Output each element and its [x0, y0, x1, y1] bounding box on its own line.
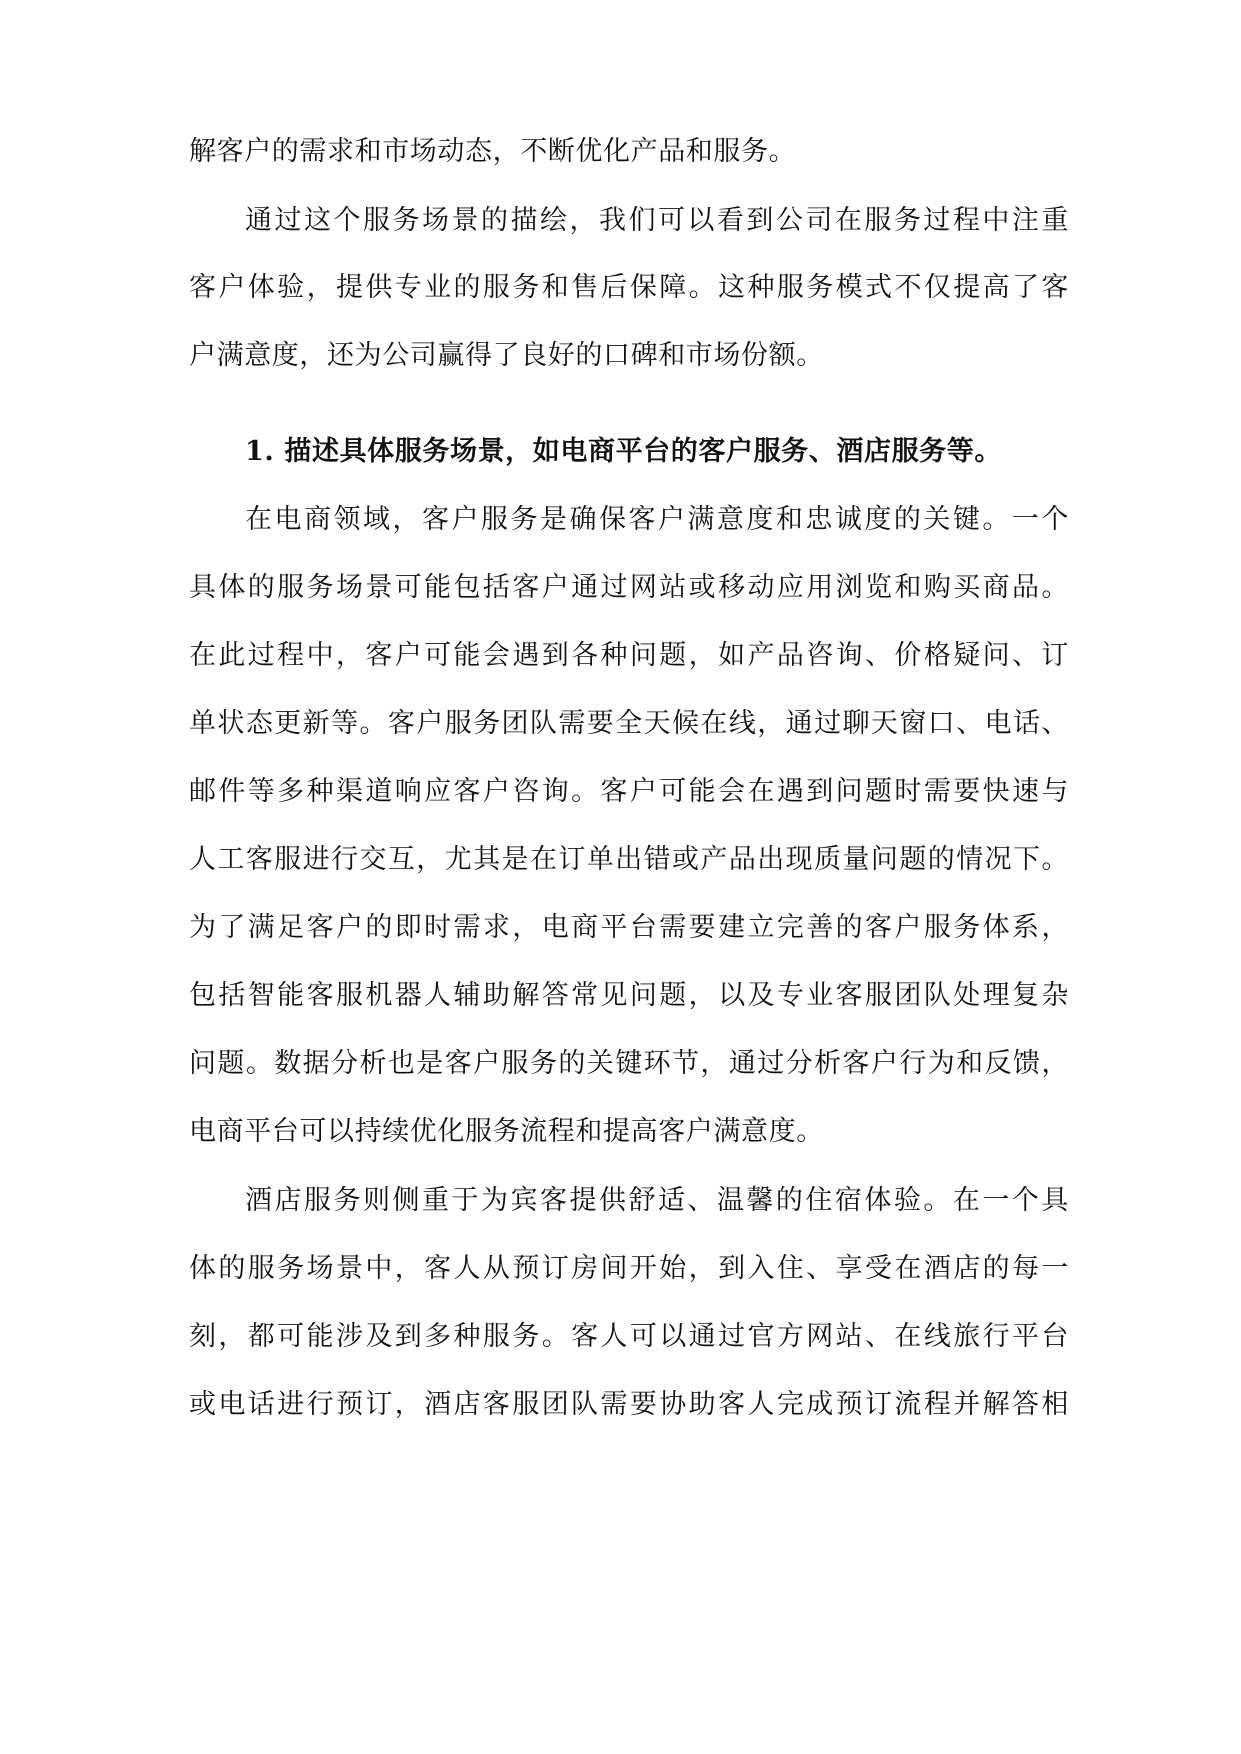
paragraph-line: 单状态更新等。客户服务团队需要全天候在线，通过聊天窗口、电话、: [189, 708, 1069, 739]
paragraph-line: 在此过程中，客户可能会遇到各种问题，如产品咨询、价格疑问、订: [189, 640, 1069, 671]
paragraph-line: 通过这个服务场景的描绘，我们可以看到公司在服务过程中注重: [245, 205, 1069, 236]
paragraph-line: 包括智能客服机器人辅助解答常见问题，以及专业客服团队处理复杂: [189, 980, 1069, 1011]
paragraph-line: 电商平台可以持续优化服务流程和提高客户满意度。: [189, 1116, 824, 1147]
paragraph-line: 客户体验，提供专业的服务和售后保障。这种服务模式不仅提高了客: [189, 272, 1069, 303]
section-heading: 1. 描述具体服务场景，如电商平台的客户服务、酒店服务等。: [245, 436, 1002, 467]
paragraph-line: 人工客服进行交互，尤其是在订单出错或产品出现质量问题的情况下。: [189, 844, 1069, 875]
paragraph-line: 为了满足客户的即时需求，电商平台需要建立完善的客户服务体系，: [189, 912, 1069, 943]
paragraph-line: 具体的服务场景可能包括客户通过网站或移动应用浏览和购买商品。: [189, 572, 1069, 603]
paragraph-line: 问题。数据分析也是客户服务的关键环节，通过分析客户行为和反馈，: [189, 1048, 1069, 1079]
paragraph-line: 邮件等多种渠道响应客户咨询。客户可能会在遇到问题时需要快速与: [189, 776, 1069, 807]
paragraph-line: 户满意度，还为公司赢得了良好的口碑和市场份额。: [189, 340, 824, 371]
paragraph-line: 解客户的需求和市场动态，不断优化产品和服务。: [189, 136, 797, 167]
paragraph-line: 体的服务场景中，客人从预订房间开始，到入住、享受在酒店的每一: [189, 1253, 1069, 1284]
paragraph-line: 刻，都可能涉及到多种服务。客人可以通过官方网站、在线旅行平台: [189, 1321, 1069, 1352]
paragraph-line: 酒店服务则侧重于为宾客提供舒适、温馨的住宿体验。在一个具: [245, 1185, 1069, 1216]
paragraph-line: 或电话进行预订，酒店客服团队需要协助客人完成预订流程并解答相: [189, 1389, 1069, 1420]
paragraph-line: 在电商领域，客户服务是确保客户满意度和忠诚度的关键。一个: [245, 504, 1069, 535]
